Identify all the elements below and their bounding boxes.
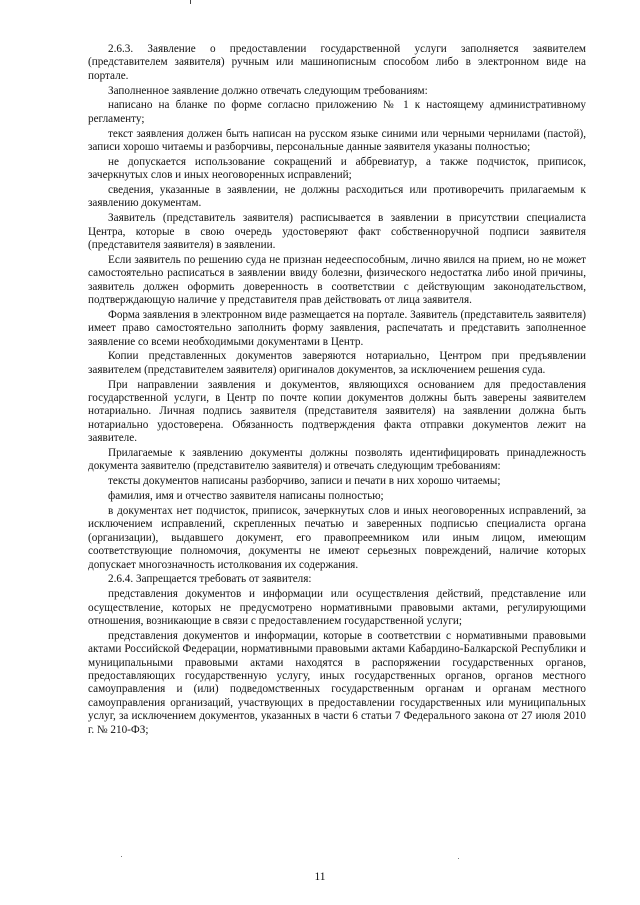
paragraph: При направлении заявления и документов, являющихся основанием для предоставления государственной услуги, в Центр по почте копии документов должны быть заверены заявителем нотариально. Личная подпись заявителя (представителя заявителя) на заявлении должна быть нотариально удостоверена. Обязанность подтверждения факта отправки документов лежит на заявителе. (88, 378, 586, 445)
paragraph: 2.6.4. Запрещается требовать от заявителя: (108, 573, 312, 586)
page-number: 11 (314, 871, 326, 883)
document-body (88, 43, 586, 738)
paragraph: представления документов и информации или осуществления действий, представление или осуществление, которых не предусмотрено нормативными правовыми актами, регулирующими отношения, возникающие в связи с предоставлением государственной услуги; (88, 588, 586, 627)
paragraph: Прилагаемые к заявлению документы должны позволять идентифицировать принадлежность документа заявителю (представителю заявителя) и отвечать следующим требованиям: (88, 447, 586, 473)
paragraph: сведения, указанные в заявлении, не должны расходиться или противоречить прилагаемым к заявлению документам. (88, 184, 586, 210)
paragraph: тексты документов написаны разборчиво, записи и печати в них хорошо читаемы; (108, 475, 501, 488)
paragraph: Заявитель (представитель заявителя) расписывается в заявлении в присутствии специалиста Центра, которые в свою очередь удостоверяют факт собственноручной подписи заявителя (представителя заявителя) в заявлении. (88, 212, 586, 252)
paragraph: написано на бланке по форме согласно приложению № 1 к настоящему административному регламенту; (88, 99, 586, 125)
paragraph: Форма заявления в электронном виде размещается на портале. Заявитель (представитель заявителя) имеет право самостоятельно заполнить форму заявления, распечатать и представить заполненное заявление со всеми необходимыми документами в Центр. (88, 308, 586, 348)
paragraph: Копии представленных документов заверяются нотариально, Центром при предъявлении заявителем (представителем заявителя) оригиналов документов, за исключением решения суда. (88, 350, 586, 376)
paragraph: 2.6.3. Заявление о предоставлении государственной услуги заполняется заявителем (представителем заявителя) ручным или машинописным способом либо в электронном виде на портале. (88, 43, 586, 82)
scan-speck (458, 858, 459, 859)
paragraph: в документах нет подчисток, приписок, зачеркнутых слов и иных неоговоренных исправлений, за исключением исправлений, скрепленных печатью и заверенных подписью специалиста органа (организации), выдавшего документ, его правопреемником или иным лицом, имеющим соответствующие полномочия, документы не имеют серьезных повреждений, наличие которых допускает многозначность истолкования их содержания. (88, 504, 586, 571)
scan-mark (190, 0, 191, 4)
paragraph: текст заявления должен быть написан на русском языке синими или черными чернилами (пастой), записи хорошо читаемы и разборчивы, персональные данные заявителя указаны полностью; (88, 127, 586, 154)
paragraph: Если заявитель по решению суда не признан недееспособным, лично явился на прием, но не может самостоятельно расписаться в заявлении ввиду болезни, физического недостатка либо иной причины, заявитель должен оформить доверенность в соответствии с действующим законодательством, подтверждающую наличие у представителя прав действовать от лица заявителя. (88, 253, 586, 307)
paragraph: не допускается использование сокращений и аббревиатур, а также подчисток, приписок, зачеркнутых слов и иных неоговоренных исправлений; (88, 155, 586, 182)
paragraph: фамилия, имя и отчество заявителя написаны полностью; (108, 490, 384, 503)
paragraph: Заполненное заявление должно отвечать следующим требованиям: (108, 84, 428, 97)
scan-speck (121, 856, 122, 857)
paragraph: представления документов и информации, которые в соответствии с нормативными правовыми актами Российской Федерации, нормативными правовыми актами Кабардино-Балкарской Республики и муниципальными правовыми актами находятся в распоряжении государственных органов, предоставляющих государственную услугу, иных государственных органов, органов местного самоуправления и (или) подведомственных государственным органам и органам местного самоуправления организаций, участвующих в предоставлении государственных или муниципальных услуг, за исключением документов, указанных в части 6 статьи 7 Федерального закона от 27 июля 2010 г. № 210-ФЗ; (88, 629, 586, 736)
